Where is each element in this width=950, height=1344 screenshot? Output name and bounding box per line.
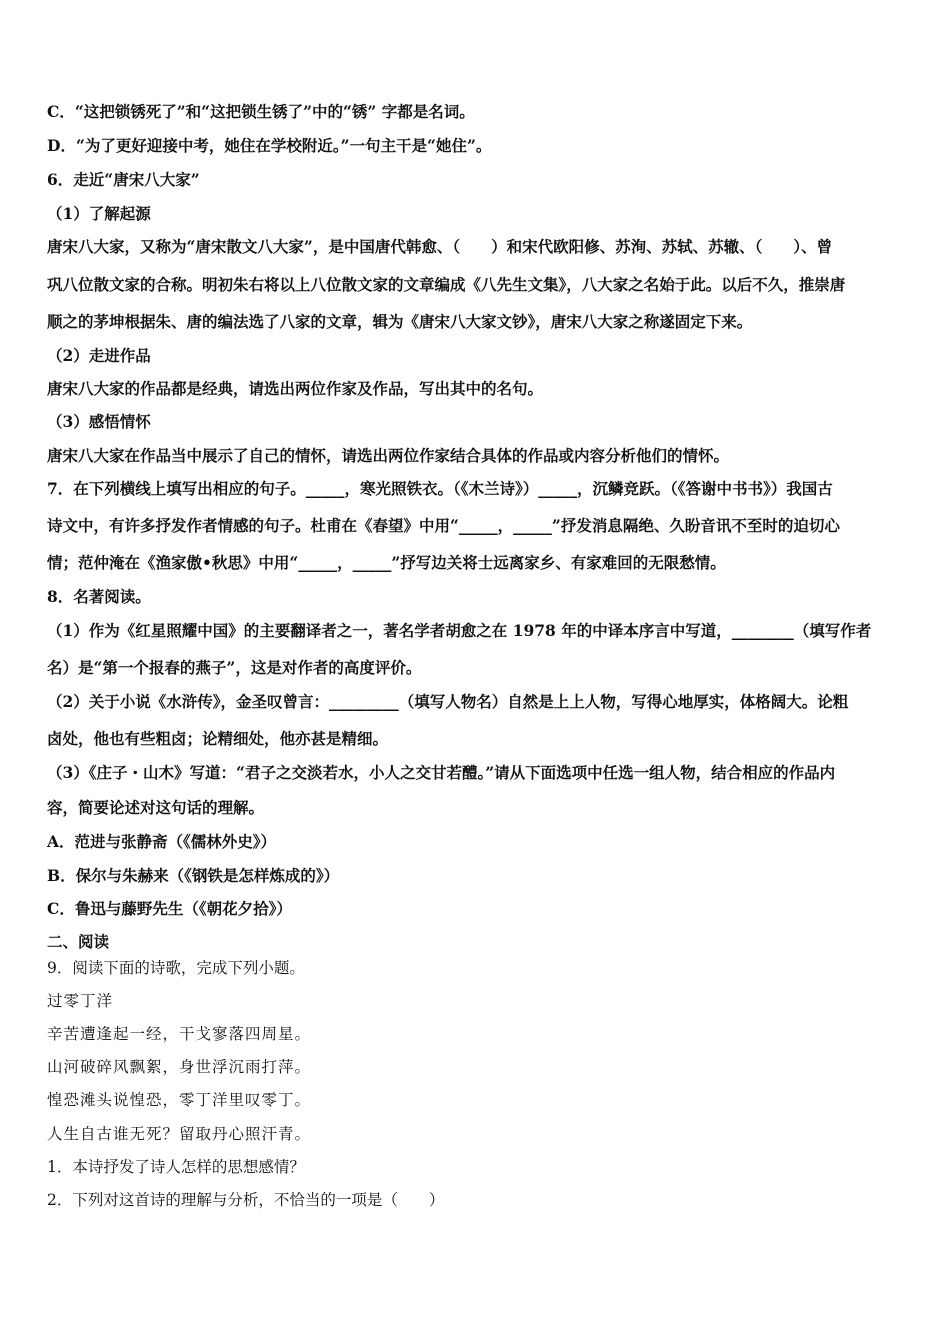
question-9-title: 9．阅读下面的诗歌，完成下列小题。 <box>47 959 305 977</box>
section-heading-reading: 二、阅读 <box>47 932 110 951</box>
question-6-title: 6．走近“唐宋八大家” <box>47 170 200 189</box>
question-6-part-1: （1）了解起源 <box>47 204 151 223</box>
question-6-part-3: （3）感悟情怀 <box>47 412 151 431</box>
question-8-title: 8．名著阅读。 <box>47 587 151 606</box>
paragraph-line: 名）是“第一个报春的燕子”，这是对作者的高度评价。 <box>47 658 422 677</box>
question-7-line: 情；范仲淹在《渔家傲•秋思》中用“_____，_____”抒写边关将士远离家乡、有家难回的无限愁情。 <box>47 553 726 572</box>
option-c: C．“这把锁锈死了”和“这把锁生锈了”中的“锈” 字都是名词。 <box>47 102 475 121</box>
question-7-line: 7．在下列横线上填写出相应的句子。_____，寒光照铁衣。（《木兰诗》）_____，沉鳞竞跃。（《答谢中书书》）我国古 <box>47 479 833 498</box>
paragraph-line: 顺之的茅坤根据朱、唐的编法选了八家的文章，辑为《唐宋八大家文钞》，唐宋八大家之称遂固定下来。 <box>47 312 753 331</box>
question-8-part-2: （2）关于小说《水浒传》，金圣叹曾言：_________（填写人物名）自然是上上人物，写得心地厚实，体格阔大。论粗 <box>47 692 849 711</box>
question-6-part-2: （2）走进作品 <box>47 346 151 365</box>
poem-title: 过零丁洋 <box>47 992 114 1010</box>
paragraph-line: 卤处，他也有些粗卤；论精细处，他亦甚是精细。 <box>47 729 389 748</box>
poem-line: 辛苦遭逢起一经，干戈寥落四周星。 <box>47 1025 312 1043</box>
question-8-part-1: （1）作为《红星照耀中国》的主要翻译者之一，著名学者胡愈之在 1978 年的中译本序言中写道，________（填写作者 <box>47 621 872 640</box>
question-7-line: 诗文中，有许多抒发作者情感的句子。杜甫在《春望》中用“_____，_____”抒发消息隔绝、久盼音讯不至时的迫切心 <box>47 516 840 535</box>
choice-c: C．鲁迅与藤野先生（《朝花夕拾》） <box>47 899 292 918</box>
poem-line: 山河破碎风飘絮，身世浮沉雨打萍。 <box>47 1058 312 1076</box>
poem-line: 人生自古谁无死？留取丹心照汗青。 <box>47 1125 312 1143</box>
sub-question-2: 2．下列对这首诗的理解与分析，不恰当的一项是（ ） <box>47 1191 445 1209</box>
choice-a: A．范进与张静斋（《儒林外史》） <box>47 832 277 851</box>
question-8-part-3: （3）《庄子・山木》写道：“君子之交淡若水，小人之交甘若醴。”请从下面选项中任选一组人物，结合相应的作品内 <box>47 763 836 782</box>
paragraph-line: 唐宋八大家，又称为“唐宋散文八大家”，是中国唐代韩愈、（ ）和宋代欧阳修、苏洵、苏轼、苏辙、（ ）、曾 <box>47 237 833 256</box>
paragraph-line: 唐宋八大家在作品当中展示了自己的情怀，请选出两位作家结合具体的作品或内容分析他们的情怀。 <box>47 446 730 465</box>
choice-b: B．保尔与朱赫来（《钢铁是怎样炼成的》） <box>47 866 340 885</box>
paragraph-line: 巩八位散文家的合称。明初朱右将以上八位散文家的文章编成《八先生文集》，八大家之名始于此。以后不久，推崇唐 <box>47 275 846 294</box>
sub-question-1: 1．本诗抒发了诗人怎样的思想感情？ <box>47 1158 305 1176</box>
option-d: D．“为了更好迎接中考，她住在学校附近。”一句主干是“她住”。 <box>47 136 492 155</box>
paragraph-line: 容，简要论述对这句话的理解。 <box>47 798 265 817</box>
paragraph-line: 唐宋八大家的作品都是经典，请选出两位作家及作品，写出其中的名句。 <box>47 379 544 398</box>
poem-line: 惶恐滩头说惶恐，零丁洋里叹零丁。 <box>47 1091 312 1109</box>
